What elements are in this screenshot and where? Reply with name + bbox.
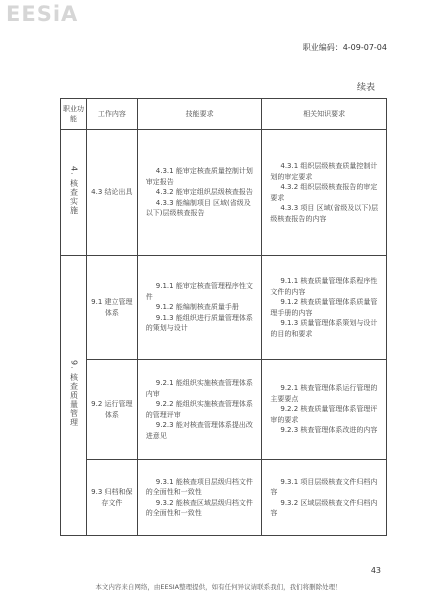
skill-item: 4.3.1 能审定核查质量控制计划审定报告 <box>145 167 253 186</box>
function-label: 4. 核查实施 <box>69 165 79 216</box>
skills-cell <box>137 130 262 256</box>
header-knowledge: 相关知识要求 <box>262 99 387 130</box>
function-label: 9. 核查质量管理 <box>69 359 79 428</box>
content-cell: 9.1 建立管理体系 <box>86 256 137 360</box>
skill-item: 9.1.2 能编制核查质量手册 <box>155 303 239 312</box>
skills-cell <box>137 360 262 460</box>
page-number: 43 <box>370 566 381 575</box>
knowledge-item: 9.1.1 核查质量管理体系程序性文件的内容 <box>270 277 378 296</box>
knowledge-item: 9.1.3 质量管理体系策划与设计的目的和要求 <box>270 319 378 338</box>
knowledge-cell <box>262 256 387 360</box>
knowledge-item: 9.1.2 核查质量管理体系质量管理手册的内容 <box>270 298 378 317</box>
knowledge-item: 4.3.1 组织层级核查质量控制计划的审定要求 <box>270 162 378 181</box>
skills-cell <box>137 256 262 360</box>
skills-cell <box>137 460 262 536</box>
function-cell <box>61 256 87 536</box>
table-row <box>61 460 387 536</box>
header-function: 职业功能 <box>61 99 87 130</box>
skill-item: 4.3.3 能编制项目 区域(省级及以下)层级核查报告 <box>145 198 251 218</box>
skill-item: 4.3.2 能审定组织层级核查报告 <box>155 188 253 197</box>
continued-label: 续表 <box>356 83 375 93</box>
table-row <box>61 256 387 360</box>
function-cell <box>61 130 87 256</box>
knowledge-item: 9.2.2 核查质量管理体系管理评审的要求 <box>270 405 378 424</box>
knowledge-item: 4.3.3 项目 区域(省级及以下)层级核查报告的内容 <box>270 204 379 223</box>
skill-item: 9.1.3 能组织进行质量管理体系的策划与设计 <box>145 313 253 333</box>
skill-item: 9.2.1 能组织实施核查管理体系内审 <box>145 379 253 398</box>
header-content: 工作内容 <box>86 99 137 130</box>
knowledge-cell <box>262 460 387 536</box>
knowledge-cell <box>262 130 387 256</box>
knowledge-item: 9.3.2 区域层级核查文件归档内容 <box>270 498 378 517</box>
content-cell: 4.3 结论出具 <box>86 130 137 256</box>
knowledge-item: 4.3.2 组织层级核查报告的审定要求 <box>270 183 378 202</box>
skill-item: 9.1.1 能审定核查管理程序性文件 <box>145 282 253 301</box>
watermark-logo: EESiA <box>6 2 79 26</box>
skill-item: 9.2.2 能组织实施核查管理体系的管理评审 <box>145 400 253 419</box>
content-cell: 9.3 归档和保存文件 <box>86 460 137 536</box>
table-header-row <box>61 99 387 130</box>
content-cell: 9.2 运行管理体系 <box>86 360 137 460</box>
knowledge-item: 9.3.1 项目层级核查文件归档内容 <box>270 477 378 496</box>
skill-item: 9.3.2 能核查区域层级归档文件的全面性和一致性 <box>145 498 253 517</box>
footer-disclaimer: 本文内容来自网络，由EESIA整理提供，如有任何异议请联系我们，我们将删除处理！ <box>95 583 342 591</box>
table-row <box>61 130 387 256</box>
table-row <box>61 360 387 460</box>
occupation-code: 职业编码：4-09-07-04 <box>302 43 387 52</box>
knowledge-item: 9.2.1 核查管理体系运行管理的主要要点 <box>270 384 378 403</box>
knowledge-item: 9.2.3 核查管理体系改进的内容 <box>280 426 378 435</box>
skill-item: 9.2.3 能对核查管理体系提出改进意见 <box>145 421 253 440</box>
skill-item: 9.3.1 能核查项目层级归档文件的全面性和一致性 <box>145 477 253 496</box>
knowledge-cell <box>262 360 387 460</box>
header-skills: 技能要求 <box>137 99 262 130</box>
standards-table <box>60 98 387 536</box>
